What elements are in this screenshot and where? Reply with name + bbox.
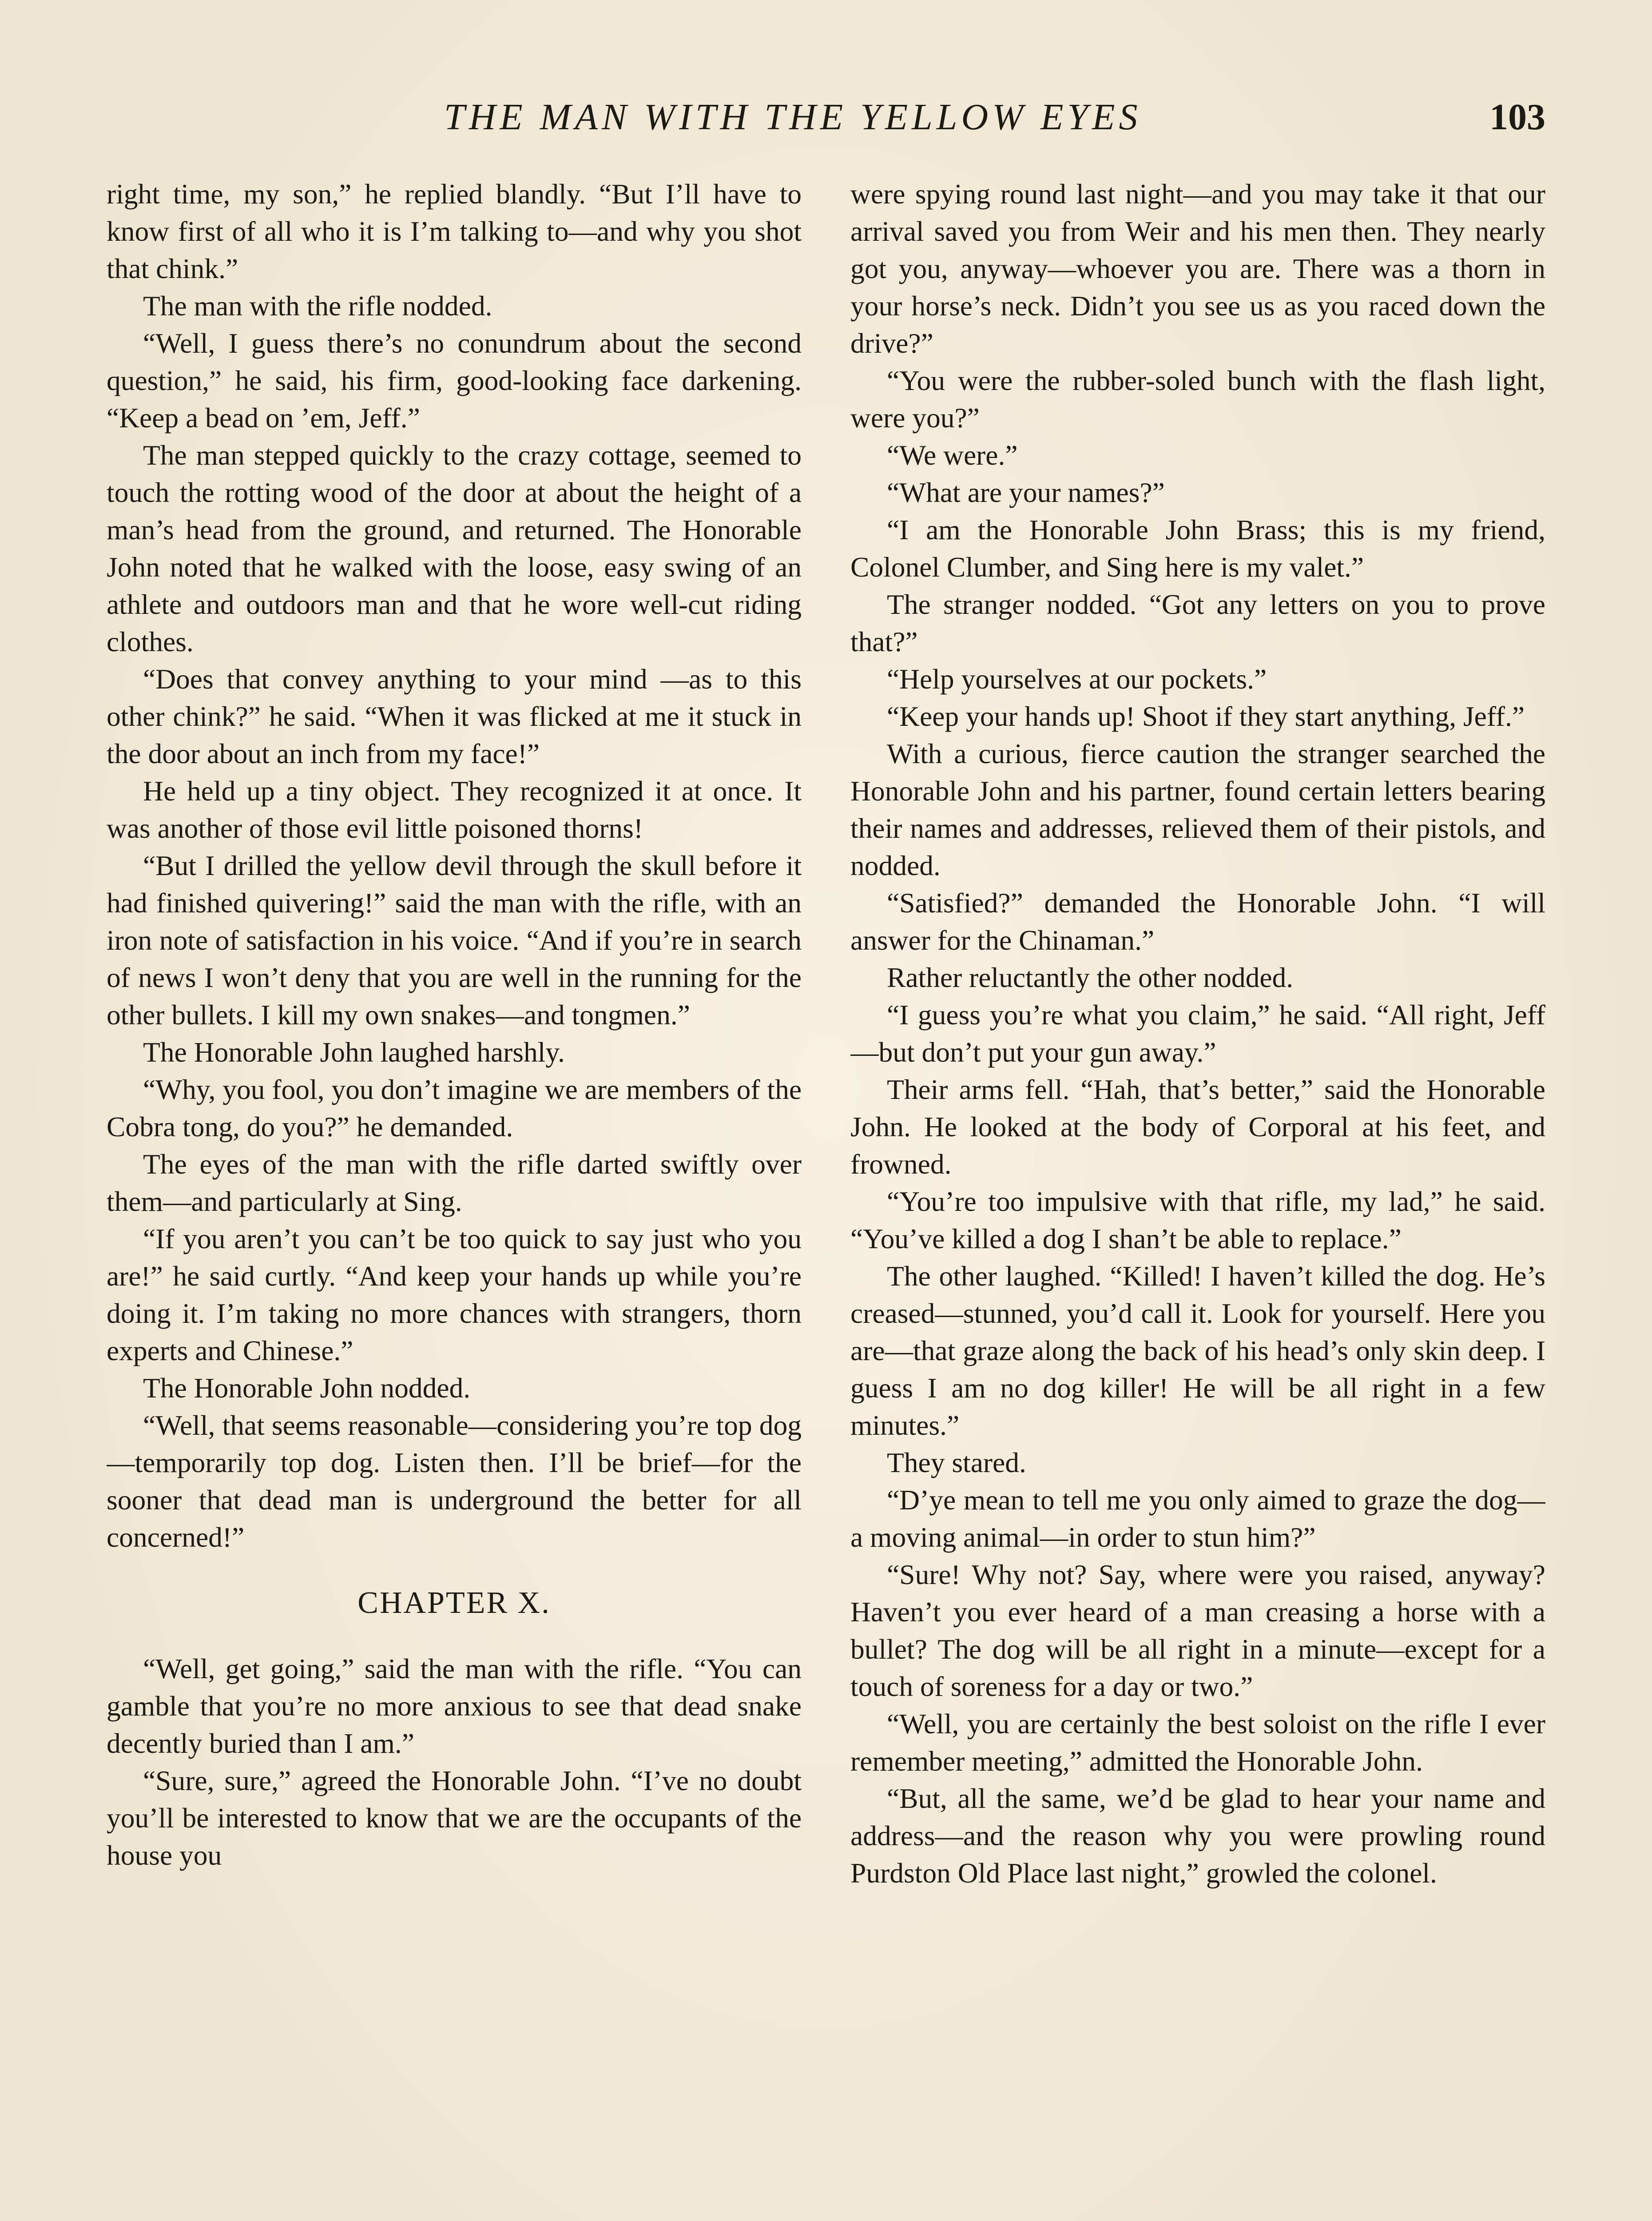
paragraph: “You were the rubber-soled bunch with the flash light, were you?”	[850, 365, 1545, 434]
paragraph: “Sure! Why not? Say, where were you raised, anyway? Haven’t you ever heard of a man creasing a horse with a bullet? The dog will be all right in a minute—except for a touch of soreness for a day or two.”	[850, 1559, 1545, 1702]
paragraph: The Honorable John laughed harshly.	[143, 1036, 565, 1068]
paragraph: “What are your names?”	[887, 477, 1165, 508]
running-title: THE MAN WITH THE YELLOW EYES	[444, 96, 1142, 138]
right-column	[850, 175, 1545, 2221]
paragraph: “Well, you are certainly the best soloist on the rifle I ever remember meeting,” admitted the Honorable John.	[850, 1708, 1545, 1777]
paragraph: “Well, that seems reasonable—considering you’re top dog—temporarily top dog. Listen then. I’ll be brief—for the sooner that dead man is underground the better for all concerned!”	[107, 1409, 802, 1553]
paragraph: With a curious, fierce caution the stranger searched the Honorable John and his partner, found certain letters bearing their names and addresses, relieved them of their pistols, and nodded.	[850, 738, 1545, 881]
page-header	[107, 96, 1545, 149]
paragraph: He held up a tiny object. They recognized it at once. It was another of those evil little poisoned thorns!	[107, 775, 802, 844]
paragraph: “We were.”	[887, 439, 1018, 471]
paragraph: “But I drilled the yellow devil through the skull before it had finished quivering!” said the man with the rifle, with an iron note of satisfaction in his voice. “And if you’re in search of news I won’t deny that you are well in the running for the other bullets. I kill my own snakes—and tongmen.”	[107, 850, 802, 1031]
paragraph: “Well, I guess there’s no conundrum about the second question,” he said, his firm, good-looking face darkening. “Keep a bead on ’em, Jeff.”	[107, 327, 802, 434]
paragraph: The Honorable John nodded.	[143, 1372, 471, 1404]
paragraph: “Well, get going,” said the man with the rifle. “You can gamble that you’re no more anxious to see that dead snake decently buried than I am.”	[107, 1653, 802, 1759]
paragraph: “Does that convey anything to your mind —as to this other chink?” he said. “When it was flicked at me it stuck in the door about an inch from my face!”	[107, 663, 802, 769]
left-column	[107, 175, 802, 2221]
paragraph: They stared.	[887, 1447, 1026, 1478]
paragraph: The other laughed. “Killed! I haven’t killed the dog. He’s creased—stunned, you’d call it. Look for yourself. Here you are—that graze along the back of his head’s only skin deep. I guess I am no dog killer! He will be all right in a few minutes.”	[850, 1260, 1545, 1441]
paragraph: Rather reluctantly the other nodded.	[887, 962, 1294, 993]
paragraph: Their arms fell. “Hah, that’s better,” said the Honorable John. He looked at the body of Corporal at his feet, and frowned.	[850, 1074, 1545, 1180]
paragraph: “I guess you’re what you claim,” he said. “All right, Jeff—but don’t put your gun away.”	[850, 999, 1545, 1068]
paragraph: The man stepped quickly to the crazy cottage, seemed to touch the rotting wood of the door at about the height of a man’s head from the ground, and returned. The Honorable John noted that he walked with the loose, easy swing of an athlete and outdoors man and that he wore well-cut riding clothes.	[107, 439, 802, 657]
paragraph: “Keep your hands up! Shoot if they start anything, Jeff.”	[887, 701, 1525, 732]
chapter-heading: CHAPTER X.	[357, 1586, 551, 1620]
paragraph: “But, all the same, we’d be glad to hear your name and address—and the reason why you were prowling round Purdston Old Place last night,” growled the colonel.	[850, 1783, 1545, 1889]
paragraph: “Sure, sure,” agreed the Honorable John. “I’ve no doubt you’ll be interested to know that we are the occupants of the house you	[107, 1765, 802, 1871]
paragraph: “If you aren’t you can’t be too quick to say just who you are!” he said curtly. “And keep your hands up while you’re doing it. I’m taking no more chances with strangers, thorn experts and Chinese.”	[107, 1223, 802, 1366]
paragraph: “Satisfied?” demanded the Honorable John. “I will answer for the Chinaman.”	[850, 887, 1545, 956]
paragraph: “Why, you fool, you don’t imagine we are members of the Cobra tong, do you?” he demanded.	[107, 1074, 802, 1142]
text-columns	[107, 175, 1545, 2221]
paragraph: “D’ye mean to tell me you only aimed to graze the dog—a moving animal—in order to stun him?”	[850, 1484, 1545, 1553]
paragraph: The eyes of the man with the rifle darted swiftly over them—and particularly at Sing.	[107, 1148, 802, 1217]
paragraph: The stranger nodded. “Got any letters on you to prove that?”	[850, 589, 1545, 657]
paragraph: “I am the Honorable John Brass; this is my friend, Colonel Clumber, and Sing here is my valet.”	[850, 514, 1545, 583]
paragraph: right time, my son,” he replied blandly. “But I’ll have to know first of all who it is I’m talking to—and why you shot that chink.”	[107, 178, 802, 284]
paragraph: “You’re too impulsive with that rifle, my lad,” he said. “You’ve killed a dog I shan’t be able to replace.”	[850, 1186, 1545, 1254]
page-number: 103	[1489, 96, 1545, 138]
paragraph: “Help yourselves at our pockets.”	[887, 663, 1267, 695]
paragraph: were spying round last night—and you may take it that our arrival saved you from Weir and his men then. They nearly got you, anyway—whoever you are. There was a thorn in your horse’s neck. Didn’t you see us as you raced down the drive?”	[850, 178, 1545, 359]
paragraph: The man with the rifle nodded.	[143, 290, 492, 322]
